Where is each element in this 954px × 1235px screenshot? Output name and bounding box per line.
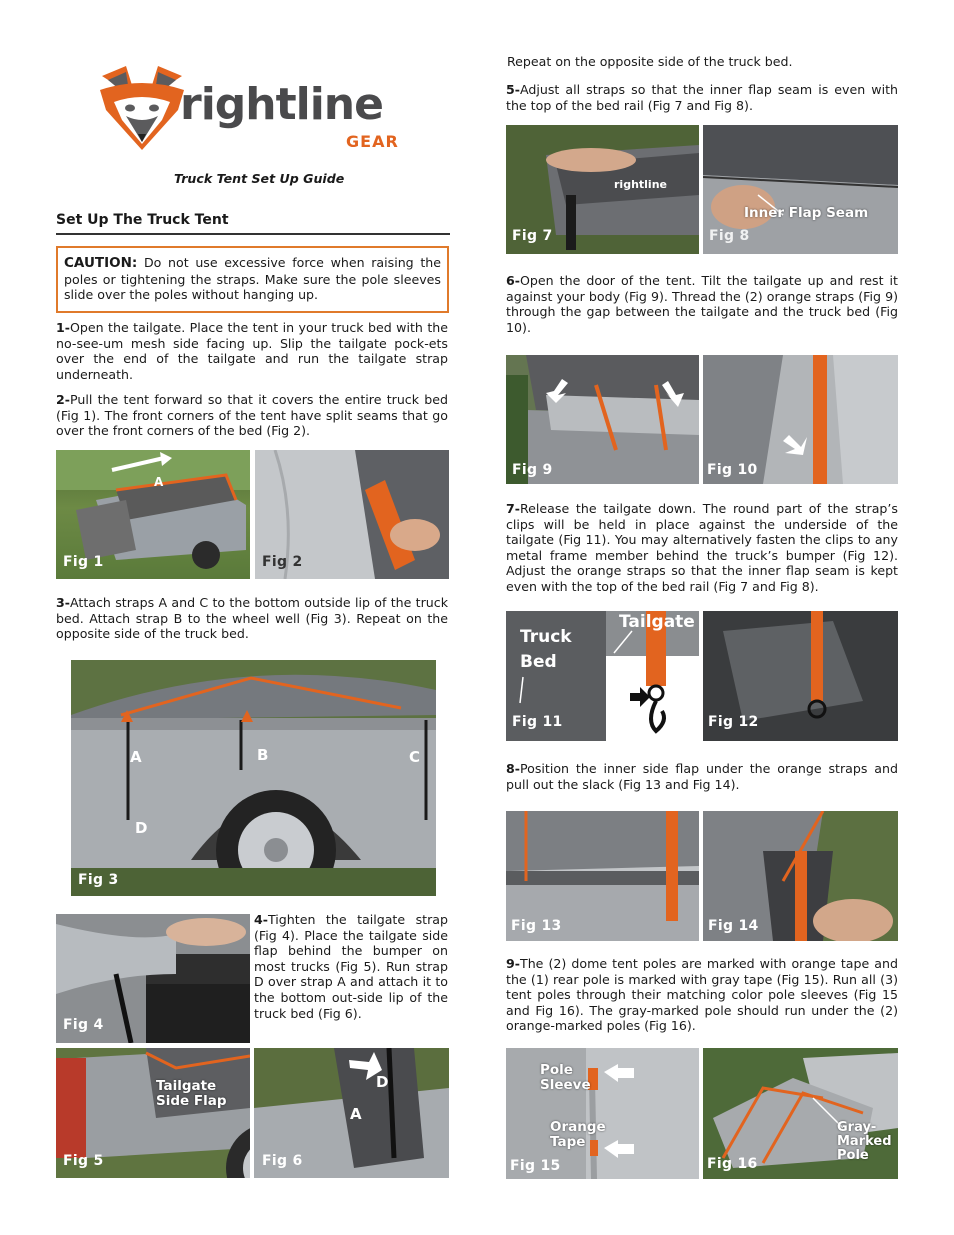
fig-13-photo [506,811,699,941]
step-8 [506,761,898,792]
step-9-text: The (2) dome tent poles are marked with orange tape and the (1) rear pole is marked with gray tape (Fig 15). Run all (3) tent poles through their matching color pole sleeves (Fig 15 and Fig 16). The gray-marked pole should run under the (2) orange-marked poles (Fig 16). [506,956,898,1034]
fig-4-photo [56,914,250,1043]
step-7 [506,501,898,595]
step-1 [56,320,448,382]
fig-2-photo [255,450,449,579]
fig-11-label: Fig 11 [512,714,563,730]
fig-3-strap-c: C [409,748,421,766]
fig-11-bed-label: Bed [520,652,557,672]
step-5-text: Adjust all straps so that the inner flap seam is even with the top of the bed rail (Fig 7 and Fig 8). [506,82,898,113]
fig-7-label: Fig 7 [512,228,553,244]
fig-11-truck-label: Truck [520,627,572,647]
fig-6-photo [254,1048,449,1178]
step-5 [506,82,898,113]
fig-15-pole-sleeve: Pole Sleeve [540,1062,591,1093]
step-5-num: 5- [506,82,520,97]
step-7-text: Release the tailgate down. The round part of the strap’s clips will be held in place against the underside of the tailgate (Fig 11). You may alternatively fasten the clips to any metal frame member behind the truck’s bumper (Fig 12). Adjust the orange straps so that the inner flap seam is kept even with the top of the bed rail (Fig 7 and Fig 8). [506,501,898,594]
fig-12-label: Fig 12 [708,714,759,730]
step-1-text: Open the tailgate. Place the tent in your truck bed with the no-see-um mesh side facing up. Slip the tailgate pock-ets over the end of the tailgate and run the tailgate strap underneath. [56,320,448,382]
fig-8-label: Fig 8 [709,228,750,244]
fig-2-label: Fig 2 [262,554,303,570]
caution-text: Do not use excessive force when raising the poles or tightening the straps. Make sure the pole sleeves slide over the poles without hanging up. [64,255,441,303]
fig-7-photo [506,125,699,254]
step-3-num: 3- [56,595,70,610]
fig-16-label: Fig 16 [707,1156,758,1172]
fig-14-label: Fig 14 [708,918,759,934]
step-6-num: 6- [506,273,520,288]
caution-box [56,246,449,313]
fig-12-photo [703,611,898,741]
step-2-text: Pull the tent forward so that it covers the entire truck bed (Fig 1). The front corners of the tent have split seams that go over the front corners of the bed (Fig 2). [56,392,448,439]
fig-7-tent-logo: rightline [614,178,667,191]
fig-6-strap-d: D [376,1073,389,1091]
step-8-num: 8- [506,761,520,776]
step-8-text: Position the inner side flap under the orange straps and pull out the slack (Fig 13 and Fig 14). [506,761,898,792]
fig-3-strap-d: D [135,819,148,837]
step-9 [506,956,898,1034]
fig-14-photo [703,811,898,941]
fig-8-inner-flap-seam: Inner Flap Seam [744,205,869,221]
fig-3-strap-a: A [130,748,142,766]
fig-1-photo [56,450,250,579]
fig-5-label: Fig 5 [63,1153,104,1169]
fig-6-label: Fig 6 [262,1153,303,1169]
fig-5-tailgate-side-flap: Tailgate Side Flap [156,1078,227,1109]
step-2 [56,392,448,439]
fig-10-photo [703,355,898,484]
step-1-num: 1- [56,320,70,335]
guide-title: Truck Tent Set Up Guide [174,171,345,186]
fig-6-strap-a: A [350,1105,362,1123]
step-6-text: Open the door of the tent. Tilt the tailgate up and rest it against your body (Fig 9). Thread the (2) orange straps (Fig 9) through the gap between the tailgate and the truck bed (Fig 10). [506,273,898,335]
fig-16-gray-marked-pole: Gray-Marked Pole [837,1120,892,1163]
step-3-text: Attach straps A and C to the bottom outside lip of the truck bed. Attach strap B to the wheel well (Fig 3). Repeat on the opposite side of the truck bed. [56,595,448,642]
fig-3-strap-b: B [257,746,269,764]
fig-4-label: Fig 4 [63,1017,104,1033]
section-title: Set Up The Truck Tent [56,212,229,228]
fig-11-tailgate-label: Tailgate [619,612,695,632]
caution-label: CAUTION: [64,255,138,271]
step-3-repeat: Repeat on the opposite side of the truck bed. [507,54,793,69]
step-9-num: 9- [506,956,520,971]
fig-9-label: Fig 9 [512,462,553,478]
fig-1-label: Fig 1 [63,554,104,570]
step-2-num: 2- [56,392,70,407]
step-7-num: 7- [506,501,520,516]
fig-8-photo [703,125,898,254]
logo-wordmark: rightline [180,79,383,130]
fig-15-photo [506,1048,699,1179]
step-4-text: Tighten the tailgate strap (Fig 4). Place the tailgate side flap behind the bumper on most trucks (Fig 5). Run strap D over strap A and attach it to the bottom out-side lip of the truck bed (Fig 6). [254,912,448,1021]
step-3 [56,595,448,642]
fig-1-label-a: A [154,475,164,489]
fig-5-photo [56,1048,250,1178]
fig-15-orange-tape: Orange Tape [550,1119,606,1150]
fig-16-photo [703,1048,898,1179]
fig-10-label: Fig 10 [707,462,758,478]
fig-11-photo [506,611,699,741]
step-6 [506,273,898,335]
logo-gear-text: GEAR [346,132,399,151]
step-4-num: 4- [254,912,268,927]
step-4 [254,912,448,1021]
fig-9-photo [506,355,699,484]
section-rule [56,233,450,235]
fig-3-label: Fig 3 [78,872,119,888]
fig-13-label: Fig 13 [511,918,562,934]
fig-3-photo [71,660,436,896]
fig-15-label: Fig 15 [510,1158,561,1174]
